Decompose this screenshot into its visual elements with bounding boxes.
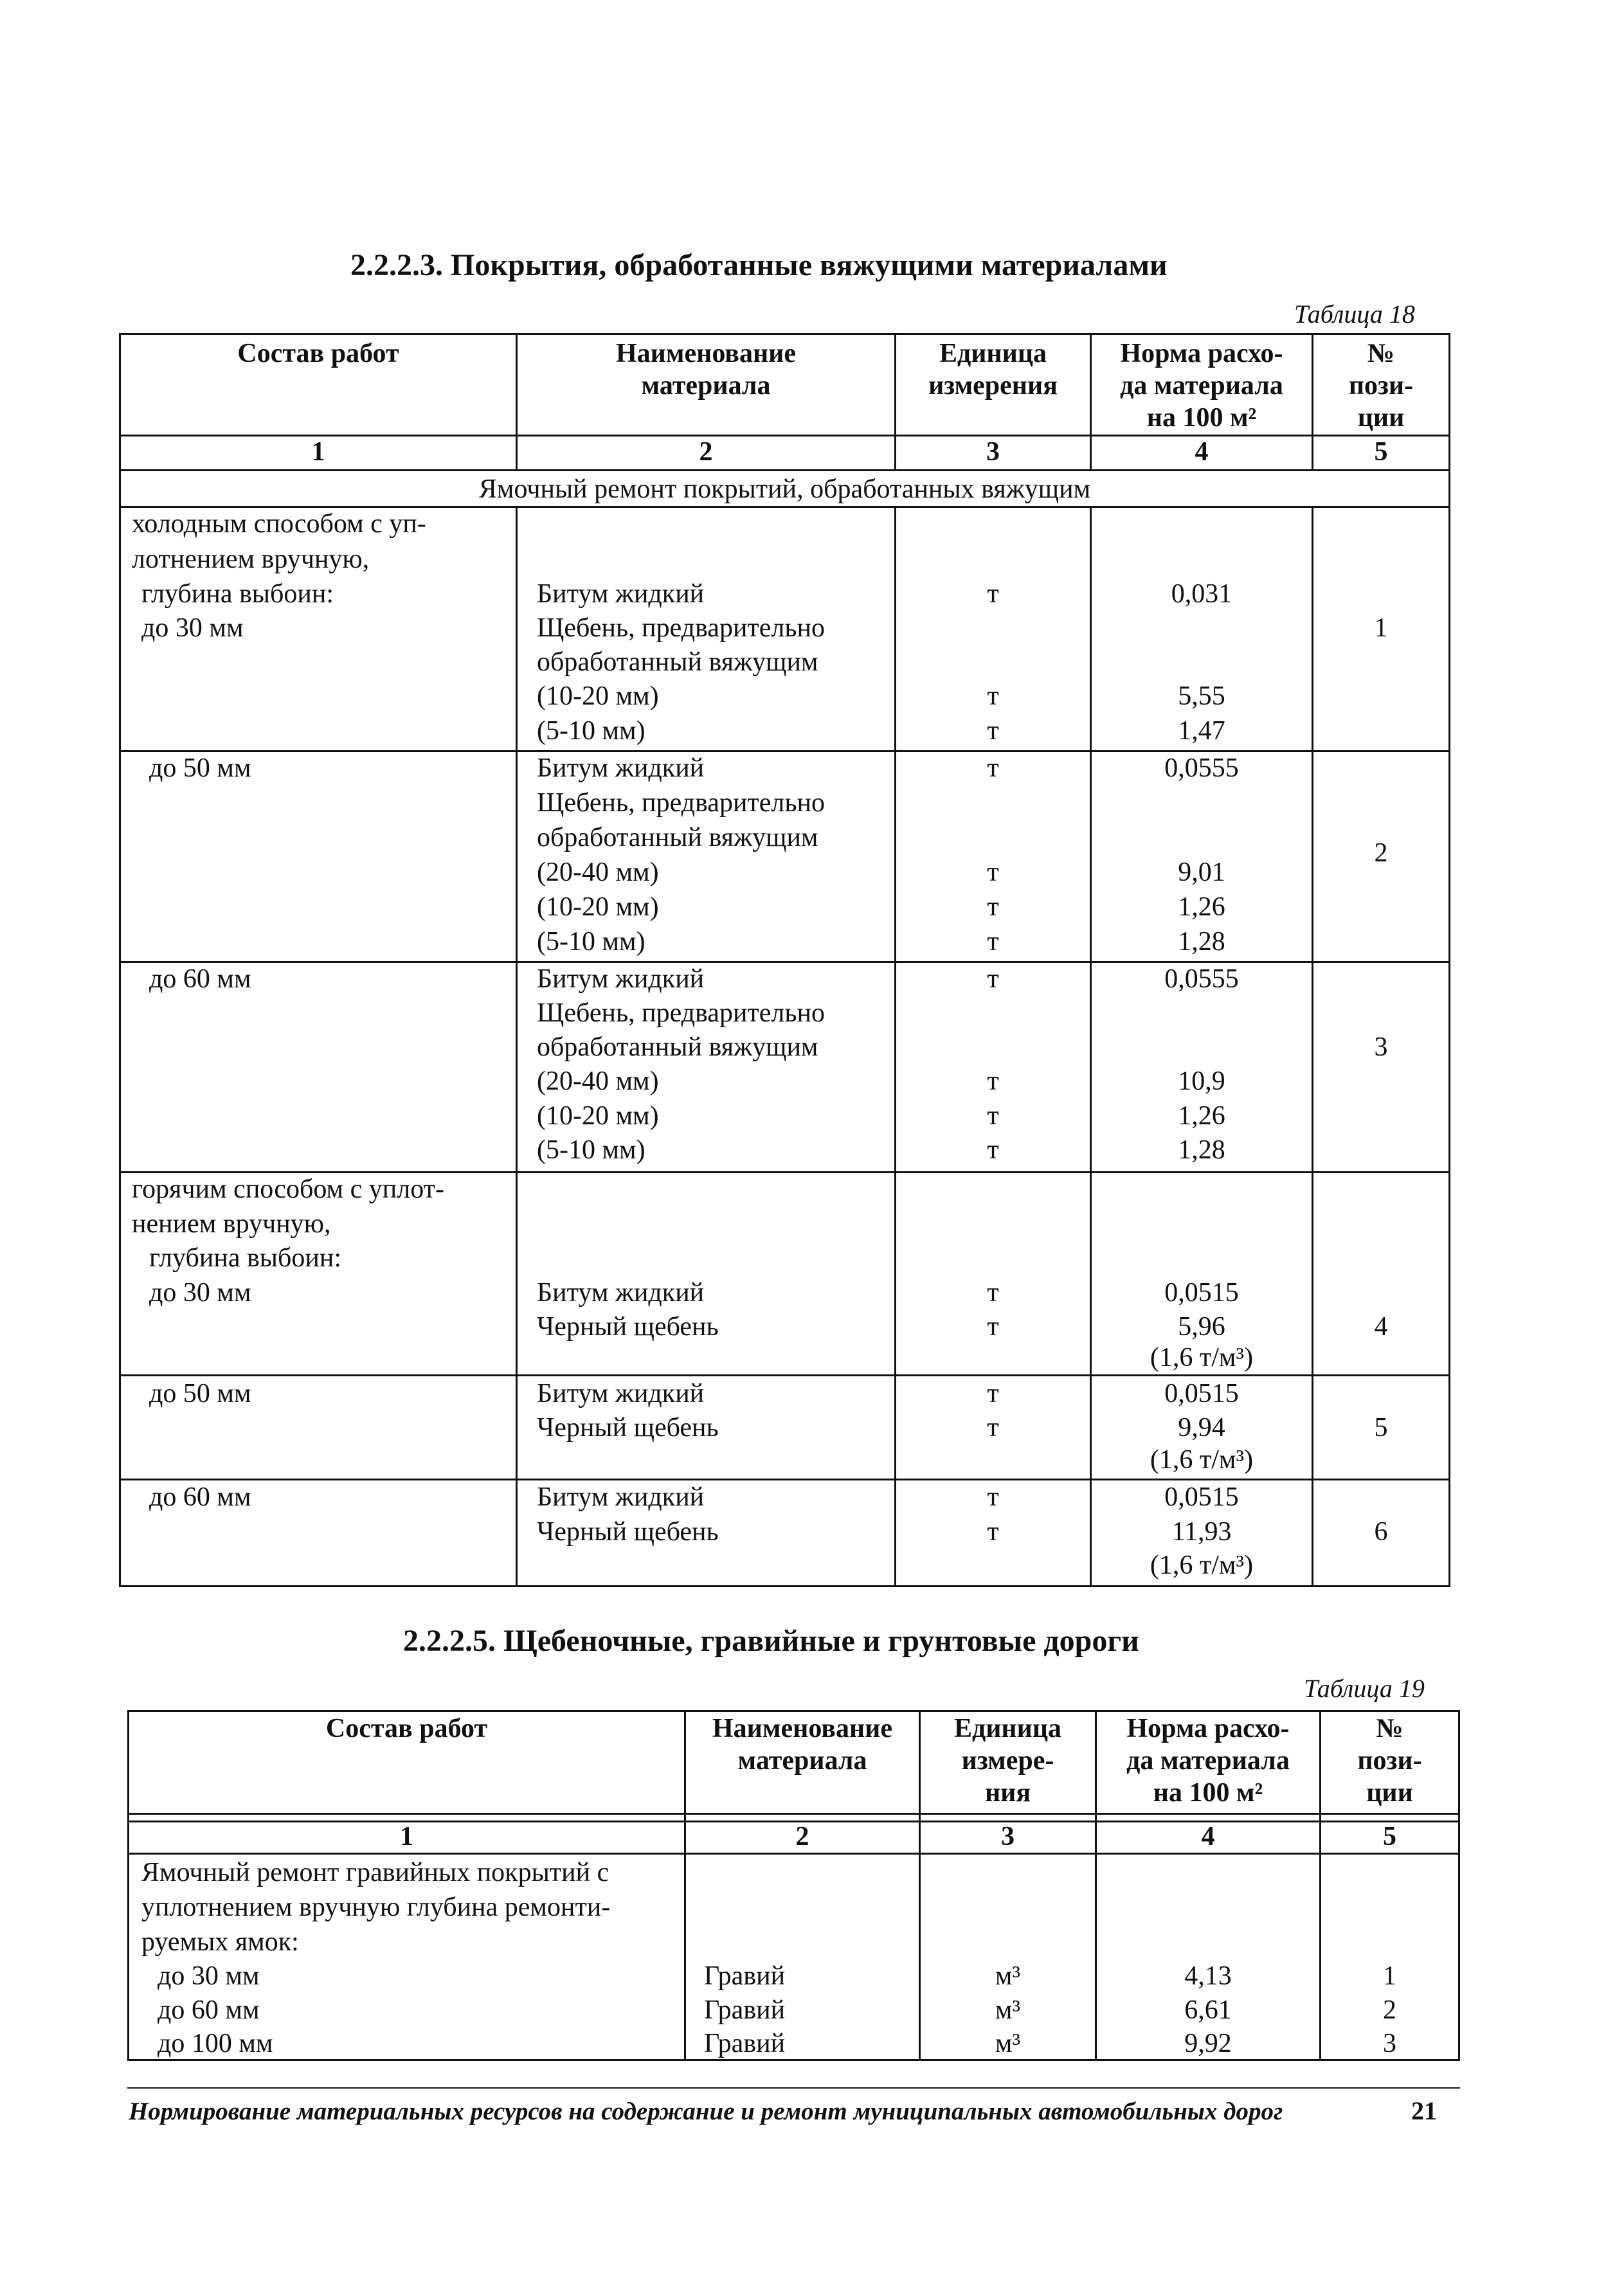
t18-header-col4 [1092, 337, 1312, 434]
t18-row4-mat-1: Битум жидкий [537, 1278, 705, 1308]
t18-vline-5 [1448, 333, 1450, 1587]
t19-colnum-4: 4 [1201, 1822, 1215, 1851]
t19-row2-depth: до 60 мм [158, 1995, 260, 2025]
t18-h5-l2: пози- [1348, 371, 1414, 400]
t19-row1-pos: 1 [1383, 1961, 1396, 1991]
footer-rule [127, 2087, 1460, 2089]
t19-colnum-3: 3 [1001, 1822, 1015, 1851]
t18-colnum-1: 1 [311, 437, 325, 467]
t18-row6-depth: до 60 мм [149, 1482, 251, 1512]
t19-colnum-2: 2 [795, 1822, 809, 1851]
t18-row1-depth: до 30 мм [141, 613, 244, 643]
t18-row5-unit-1: т [987, 1379, 999, 1408]
t18-row1-mat-3: обработанный вяжущим [537, 647, 818, 677]
t18-row3-norm-4: 10,9 [1178, 1066, 1225, 1096]
t19-intro-2: уплотнением вручную глубина ремонти- [141, 1893, 611, 1922]
t18-row4-unit-2: т [987, 1312, 999, 1342]
t18-row6-mat-2: Черный щебень [537, 1517, 719, 1547]
t18-row1-mat-4: (10-20 мм) [537, 681, 659, 711]
t19-header-col2 [686, 1713, 919, 1777]
t18-row4-norm-3: (1,6 т/м³) [1150, 1343, 1254, 1372]
t18-row6-pos: 6 [1374, 1517, 1388, 1547]
t18-row3-norm-6: 1,28 [1178, 1135, 1225, 1165]
t18-group-title: Ямочный ремонт покрытий, обработанных вяжущим [478, 474, 1091, 504]
t18-row3-mat-3: обработанный вяжущим [537, 1032, 818, 1062]
t19-row1-norm: 4,13 [1184, 1961, 1232, 1991]
t19-h3-l2: измере- [961, 1746, 1054, 1776]
t18-row3-mat-4: (20-40 мм) [537, 1066, 659, 1096]
t18-hot-intro-1: горячим способом с уплот- [132, 1174, 444, 1204]
t18-row2-unit-5: т [987, 892, 999, 922]
t18-h3-l1: Единица [939, 339, 1047, 368]
t19-h2-l2: материала [737, 1746, 867, 1776]
t18-row4-pos: 4 [1374, 1312, 1388, 1342]
t18-vline-1b [516, 506, 518, 1587]
t18-row4-unit-1: т [987, 1278, 999, 1308]
t18-row3-depth: до 60 мм [149, 964, 251, 994]
t18-row3-mat-6: (5-10 мм) [537, 1135, 645, 1165]
t19-row3-material: Гравий [704, 2029, 786, 2058]
t18-row3-norm-1: 0,0555 [1164, 964, 1239, 994]
t19-h4-l3: на 100 м² [1153, 1778, 1263, 1808]
t18-row3-mat-2: Щебень, предварительно [537, 998, 826, 1028]
t18-row2-norm-4: 9,01 [1178, 858, 1225, 887]
t18-row5-norm-2: 9,94 [1178, 1413, 1225, 1443]
t18-row3-norm-5: 1,26 [1178, 1101, 1225, 1131]
t19-header-col5 [1321, 1713, 1458, 1809]
t18-header-col5 [1313, 337, 1448, 434]
page-number: 21 [1411, 2096, 1437, 2125]
section-title-2-2-2-5: 2.2.2.5. Щебеночные, гравийные и грунтовые дороги [403, 1624, 1139, 1658]
t18-line-bottom [119, 1585, 1450, 1587]
t18-row5-mat-2: Черный щебень [537, 1413, 719, 1443]
t18-row4-norm-2: 5,96 [1178, 1312, 1225, 1342]
t19-header-col1 [129, 1713, 684, 1745]
t19-colnum-5: 5 [1383, 1822, 1396, 1851]
t18-row5-mat-1: Битум жидкий [537, 1379, 705, 1408]
table-19-caption: Таблица 19 [1304, 1674, 1425, 1703]
t19-h2-l1: Наименование [712, 1714, 892, 1743]
t18-row6-norm-2: 11,93 [1171, 1517, 1232, 1547]
t18-row6-unit-1: т [987, 1482, 999, 1512]
t18-row1-mat-2: Щебень, предварительно [537, 613, 826, 643]
t18-row5-unit-2: т [987, 1413, 999, 1443]
t19-row3-pos: 3 [1383, 2029, 1396, 2058]
t18-h3-l2: измерения [928, 371, 1058, 400]
t18-header-col3 [896, 337, 1090, 402]
t18-hot-intro-2: нением вручную, [132, 1209, 331, 1239]
t18-row4-depth: до 30 мм [149, 1278, 251, 1308]
t18-row2-norm-1: 0,0555 [1164, 753, 1239, 783]
t18-colnum-2: 2 [699, 437, 713, 467]
t19-h5-l1: № [1376, 1714, 1403, 1743]
t18-row5-depth: до 50 мм [149, 1379, 251, 1408]
t18-hot-intro-3: глубина выбоин: [149, 1243, 342, 1273]
t18-row1-norm-4: 5,55 [1178, 681, 1225, 711]
t19-header-col4 [1097, 1713, 1319, 1809]
t18-row4-mat-2: Черный щебень [537, 1312, 719, 1342]
t19-row3-depth: до 100 мм [158, 2029, 273, 2058]
t18-row2-unit-6: т [987, 927, 999, 957]
t19-colnum-1: 1 [400, 1822, 413, 1851]
t18-row3-unit-4: т [987, 1066, 999, 1096]
t19-intro-3: руемых ямок: [141, 1927, 299, 1957]
t19-intro-1: Ямочный ремонт гравийных покрытий с [141, 1858, 609, 1887]
t18-row3-mat-5: (10-20 мм) [537, 1101, 659, 1131]
t19-vline-0 [127, 1710, 129, 2061]
t18-row3-pos: 3 [1374, 1032, 1388, 1062]
t18-row1-mat-5: (5-10 мм) [537, 716, 645, 746]
t18-h5-l3: ции [1357, 403, 1405, 433]
t18-row2-pos: 2 [1374, 838, 1388, 868]
t18-header-col1 [121, 337, 516, 370]
t19-vline-5 [1458, 1710, 1460, 2061]
t18-row2-unit-4: т [987, 858, 999, 887]
t18-row5-norm-1: 0,0515 [1164, 1379, 1239, 1408]
table-18-caption: Таблица 18 [1294, 300, 1415, 328]
section-title-2-2-2-3: 2.2.2.3. Покрытия, обработанные вяжущими материалами [350, 248, 1168, 282]
t18-cold-intro-1: холодным способом с уп- [132, 509, 426, 539]
t18-colnum-4: 4 [1195, 437, 1209, 467]
t18-row1-unit-4: т [987, 681, 999, 711]
t18-h4-l3: на 100 м² [1146, 403, 1257, 433]
t18-row2-mat-4: (20-40 мм) [537, 858, 659, 887]
t18-row1-pos: 1 [1374, 613, 1388, 643]
t19-h1-text: Состав работ [325, 1714, 488, 1743]
t18-cold-intro-2: лотнением вручную, [132, 544, 370, 574]
t18-row1-unit-1: т [987, 579, 999, 609]
t19-row1-depth: до 30 мм [158, 1961, 260, 1991]
t18-row2-mat-6: (5-10 мм) [537, 927, 645, 957]
t18-colnum-3: 3 [986, 437, 1000, 467]
t18-row2-mat-3: обработанный вяжущим [537, 823, 818, 852]
t19-line-head-bottom [127, 1813, 1460, 1815]
t18-row2-norm-6: 1,28 [1178, 927, 1225, 957]
t18-line-top [119, 333, 1450, 335]
t18-row6-norm-3: (1,6 т/м³) [1150, 1551, 1254, 1580]
t18-h5-l1: № [1367, 339, 1395, 368]
t19-h3-l3: ния [984, 1778, 1031, 1808]
t18-row1-norm-1: 0,031 [1171, 579, 1232, 609]
t19-row2-material: Гравий [704, 1995, 786, 2025]
t18-header-col2 [518, 337, 894, 402]
footer-text: Нормирование материальных ресурсов на содержание и ремонт муниципальных автомобильных дорог [129, 2098, 1283, 2125]
t18-h2-l2: материала [641, 371, 771, 400]
t18-row3-mat-1: Битум жидкий [537, 964, 705, 994]
t18-row1-unit-5: т [987, 716, 999, 746]
t19-row2-unit: м³ [995, 1995, 1021, 2025]
t18-row2-unit-1: т [987, 753, 999, 783]
t18-cold-intro-3: глубина выбоин: [141, 579, 334, 609]
t18-h4-l2: да материала [1120, 371, 1283, 400]
t18-row6-norm-1: 0,0515 [1164, 1482, 1239, 1512]
t19-row1-unit: м³ [995, 1961, 1021, 1991]
t19-row2-pos: 2 [1383, 1995, 1396, 2025]
t18-row6-unit-2: т [987, 1517, 999, 1547]
t19-row3-norm: 9,92 [1184, 2029, 1232, 2058]
t18-row3-unit-5: т [987, 1101, 999, 1131]
t18-row3-unit-1: т [987, 964, 999, 994]
t18-h2-l1: Наименование [616, 339, 796, 368]
t18-row1-norm-5: 1,47 [1178, 716, 1225, 746]
t18-row2-norm-5: 1,26 [1178, 892, 1225, 922]
t19-h3-l1: Единица [953, 1714, 1062, 1743]
t18-row2-mat-2: Щебень, предварительно [537, 788, 826, 818]
t18-row6-mat-1: Битум жидкий [537, 1482, 705, 1512]
t18-row1-mat-1: Битум жидкий [537, 579, 705, 609]
t18-row3-unit-6: т [987, 1135, 999, 1165]
t19-line-top [127, 1710, 1460, 1712]
t18-vline-0 [119, 333, 121, 1587]
t19-header-col3 [921, 1713, 1095, 1809]
t18-h4-l1: Норма расхо- [1120, 339, 1283, 368]
t18-colnum-5: 5 [1374, 437, 1388, 467]
t18-h1-text: Состав работ [237, 339, 399, 368]
t19-row3-unit: м³ [995, 2029, 1021, 2058]
t19-row1-material: Гравий [704, 1961, 786, 1991]
t18-row2-mat-1: Битум жидкий [537, 753, 705, 783]
t19-h4-l1: Норма расхо- [1126, 1714, 1290, 1743]
t19-h5-l3: ции [1366, 1778, 1413, 1808]
t18-row4-norm-1: 0,0515 [1164, 1278, 1239, 1308]
t19-row2-norm: 6,61 [1184, 1995, 1232, 2025]
t19-h4-l2: да материала [1126, 1746, 1290, 1776]
t18-row2-depth: до 50 мм [149, 753, 251, 783]
t18-row2-mat-5: (10-20 мм) [537, 892, 659, 922]
t18-row5-norm-3: (1,6 т/м³) [1150, 1445, 1254, 1475]
t19-h5-l2: пози- [1357, 1746, 1422, 1776]
t18-row5-pos: 5 [1374, 1413, 1388, 1443]
